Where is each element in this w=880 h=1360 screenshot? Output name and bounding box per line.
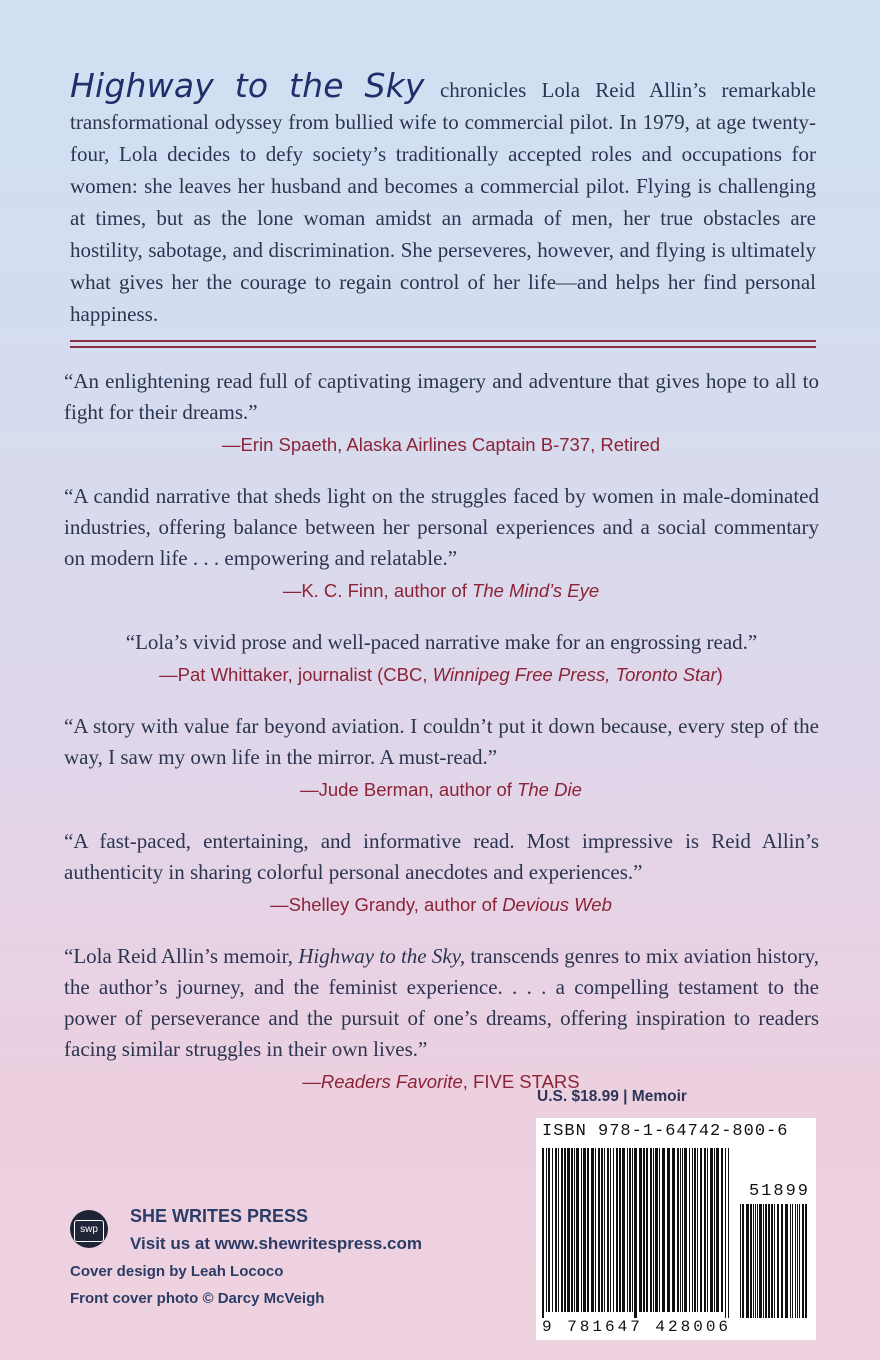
barcode-bar xyxy=(725,1148,726,1318)
price-genre: U.S. $18.99 | Memoir xyxy=(537,1088,687,1105)
barcode-addon-bar xyxy=(777,1204,779,1318)
barcode-addon-bar xyxy=(753,1204,754,1318)
endorsement xyxy=(63,627,819,690)
barcode-bar xyxy=(567,1148,570,1312)
barcode-addon-bar xyxy=(802,1204,804,1318)
barcode-bar xyxy=(643,1148,645,1312)
barcode-addon-bar xyxy=(742,1204,744,1318)
quote-text: “Lola Reid Allin’s memoir, Highway to the Sky, transcends genres to mix aviation history, the author’s journey, and the feminist experience. . . . a compelling testament to the power of perseverance and the pursuit of one’s dreams, offering inspiration to readers facing similar struggles in their own lives.” xyxy=(64,944,819,1061)
barcode-bar xyxy=(682,1148,683,1312)
barcode-bar xyxy=(662,1148,665,1312)
book-description xyxy=(70,66,816,330)
barcode-bar xyxy=(619,1148,621,1312)
quote-attribution: —Jude Berman, author of The Die xyxy=(300,779,582,800)
barcode-bar xyxy=(632,1148,633,1312)
barcode-bar xyxy=(610,1148,611,1312)
barcode-bar xyxy=(692,1148,693,1312)
barcode-bar xyxy=(728,1148,729,1318)
barcode-bar xyxy=(564,1148,566,1312)
barcode-bar xyxy=(707,1148,708,1312)
barcode-addon-bar xyxy=(797,1204,798,1318)
quote-attribution: —K. C. Finn, author of The Mind’s Eye xyxy=(282,580,600,601)
barcode-bar xyxy=(574,1148,575,1312)
barcode-bar xyxy=(595,1148,596,1312)
barcode-addon-bar xyxy=(759,1204,762,1318)
barcode-bar xyxy=(555,1148,557,1312)
barcode-addon-bar xyxy=(795,1204,796,1318)
quote-attribution: —Readers Favorite, FIVE STARS xyxy=(302,1071,580,1092)
barcode-bar xyxy=(558,1148,559,1312)
barcode-bar xyxy=(591,1148,594,1312)
cover-design-credit: Cover design by Leah Lococo xyxy=(70,1263,284,1280)
quote-text: “A story with value far beyond aviation. I couldn’t put it down because, every step of the way, I saw my own life in the mirror. A must-read.” xyxy=(64,714,819,769)
barcode-bar xyxy=(613,1148,614,1312)
barcode-bar xyxy=(694,1148,696,1312)
barcode-digits: 9 781647 428006 xyxy=(542,1318,732,1336)
endorsement xyxy=(63,826,819,920)
quote-attribution: —Erin Spaeth, Alaska Airlines Captain B-737, Retired xyxy=(221,434,661,455)
divider-top xyxy=(70,340,816,342)
barcode-bar xyxy=(714,1148,715,1312)
barcode-bar xyxy=(622,1148,625,1312)
barcode-addon-bar xyxy=(781,1204,783,1318)
barcode-bar xyxy=(700,1148,702,1312)
barcode-addon-bar xyxy=(765,1204,767,1318)
endorsement xyxy=(63,711,819,805)
barcode-bar xyxy=(598,1148,600,1312)
barcode-bar xyxy=(627,1148,628,1312)
quote-text: “A fast-paced, entertaining, and informative read. Most impressive is Reid Allin’s authenticity in sharing colorful personal anecdotes and experiences.” xyxy=(64,829,819,884)
barcode-bar xyxy=(571,1148,573,1312)
barcode-bar xyxy=(659,1148,660,1312)
barcode-addon-bar xyxy=(799,1204,800,1318)
barcode-addon-bar xyxy=(746,1204,749,1318)
barcode-bar xyxy=(672,1148,675,1312)
quote-text: “Lola’s vivid prose and well-paced narrative make for an engrossing read.” xyxy=(125,630,758,654)
endorsement xyxy=(63,366,819,460)
quote-text: “An enlightening read full of captivating imagery and adventure that gives hope to all to fight for their dreams.” xyxy=(64,369,819,424)
barcode-addon-bar xyxy=(792,1204,793,1318)
publisher-name: SHE WRITES PRESS xyxy=(130,1206,309,1226)
price-code: 51899 xyxy=(748,1182,810,1201)
barcode-bar xyxy=(629,1148,631,1312)
barcode-addon-bar xyxy=(805,1204,807,1318)
barcode-addon-bar xyxy=(774,1204,775,1318)
barcode-addon-bar xyxy=(757,1204,758,1318)
barcode-addon-bar xyxy=(763,1204,764,1318)
barcode-bar xyxy=(650,1148,652,1312)
barcode-addon-bar xyxy=(740,1204,741,1318)
barcode-bar xyxy=(667,1148,670,1312)
barcode-bar xyxy=(646,1148,648,1312)
logo-text: swp xyxy=(74,1220,104,1242)
barcode-bar xyxy=(548,1148,550,1312)
barcode-bar xyxy=(542,1148,544,1318)
barcode-addon-bar xyxy=(768,1204,770,1318)
barcode-bar xyxy=(604,1148,605,1312)
barcode-bar xyxy=(583,1148,586,1312)
barcode-bar xyxy=(710,1148,713,1312)
barcode-bar xyxy=(655,1148,658,1312)
publisher-logo xyxy=(70,1210,108,1248)
barcode-bar xyxy=(684,1148,687,1312)
endorsement xyxy=(63,941,819,1097)
divider-bottom xyxy=(70,346,816,348)
barcode-bar xyxy=(576,1148,579,1312)
barcode-addon-bar xyxy=(785,1204,788,1318)
barcode-bar xyxy=(653,1148,654,1312)
barcode-bar xyxy=(587,1148,589,1312)
barcode-addon-bar xyxy=(755,1204,756,1318)
book-title: Highway to the Sky xyxy=(70,66,425,105)
photo-credit: Front cover photo © Darcy McVeigh xyxy=(70,1290,325,1307)
barcode-bar xyxy=(704,1148,706,1312)
quote-attribution: —Shelley Grandy, author of Devious Web xyxy=(270,894,612,915)
endorsements xyxy=(63,366,819,1118)
barcode-bar xyxy=(601,1148,603,1312)
endorsement xyxy=(63,481,819,606)
quote-text: “A candid narrative that sheds light on the struggles faced by women in male-dominated industries, offering balance between her personal experiences and a social commentary on modern life . . . empowering and relatable.” xyxy=(64,484,819,570)
barcode-bar xyxy=(716,1148,719,1312)
footer xyxy=(0,1080,880,1360)
barcode xyxy=(536,1118,816,1340)
publisher-website: Visit us at www.shewritespress.com xyxy=(130,1234,422,1253)
barcode-bar xyxy=(561,1148,563,1312)
barcode-bar xyxy=(616,1148,618,1312)
barcode-bar xyxy=(581,1148,582,1312)
barcode-bar xyxy=(697,1148,698,1312)
barcode-addon-bar xyxy=(790,1204,791,1318)
quote-attribution: —Pat Whittaker, journalist (CBC, Winnipeg Free Press, Toronto Star) xyxy=(159,664,723,685)
barcode-bar xyxy=(680,1148,681,1312)
barcode-bar xyxy=(552,1148,553,1312)
barcode-addon-bar xyxy=(750,1204,752,1318)
barcode-bar xyxy=(689,1148,690,1312)
barcode-bar xyxy=(634,1148,637,1318)
barcode-addon-bar xyxy=(771,1204,773,1318)
barcode-bar xyxy=(546,1148,547,1312)
barcode-bar xyxy=(721,1148,723,1312)
description-text: chronicles Lola Reid Allin’s remarkable transformational odyssey from bullied wife to commercial pilot. In 1979, at age twenty-four, Lola decides to defy society’s traditionally accepted roles and occupations for women: she leaves her husband and becomes a commercial pilot. Flying is challenging at times, but as the lone woman amidst an armada of men, her true obstacles are hostility, sabotage, and discrimination. She perseveres, however, and flying is ultimately what gives her the courage to regain control of her life—and helps her find personal happiness. xyxy=(70,78,816,326)
isbn-text: ISBN 978-1-64742-800-6 xyxy=(542,1122,789,1141)
barcode-bar xyxy=(639,1148,642,1312)
barcode-bar xyxy=(607,1148,609,1312)
barcode-bar xyxy=(677,1148,679,1312)
barcode-bars xyxy=(540,1148,812,1320)
